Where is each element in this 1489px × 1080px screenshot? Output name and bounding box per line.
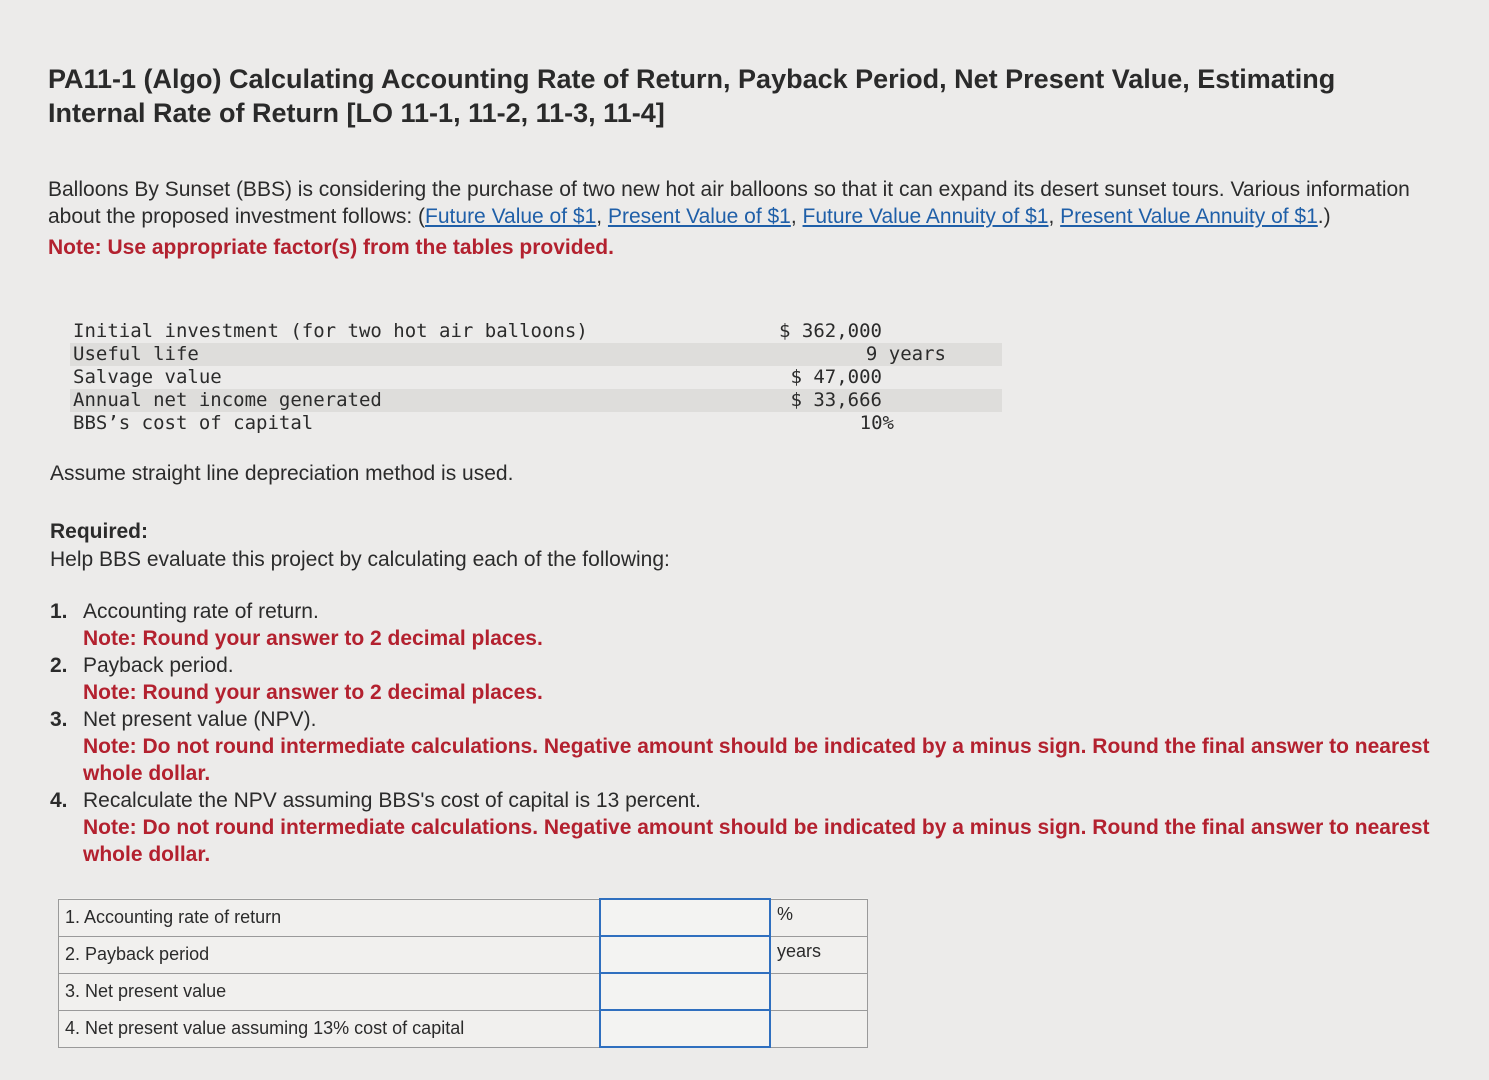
data-value: $ 33,666 [790,389,882,411]
link-future-value-annuity[interactable]: Future Value Annuity of $1 [802,205,1049,228]
intro-close: .) [1317,205,1331,228]
problem-intro [48,176,1448,261]
data-value: 10% [859,412,894,434]
answer-unit [770,973,868,1010]
item-number: 1. [50,600,68,623]
table-row [59,1010,868,1047]
depreciation-assumption: Assume straight line depreciation method is used. [50,462,514,485]
link-separator: , [596,205,608,228]
item-note: Note: Round your answer to 2 decimal places. [83,681,543,704]
data-value: $ 47,000 [790,366,882,388]
data-row-salvage-value [70,366,1002,389]
item-note: Note: Round your answer to 2 decimal places. [83,627,543,650]
investment-data-table [70,320,1002,435]
table-row [59,899,868,936]
npv-input[interactable] [601,977,769,1007]
list-item [50,706,1450,787]
data-label: BBS’s cost of capital [73,412,314,434]
data-value: 9 years [865,343,946,365]
answer-label: 2. Payback period [59,936,601,973]
intro-note: Note: Use appropriate factor(s) from the tables provided. [48,236,614,259]
data-label: Useful life [73,343,199,365]
item-text: Recalculate the NPV assuming BBS's cost of capital is 13 percent. [83,789,701,812]
answer-unit: years [770,936,868,973]
list-item [50,598,1450,652]
link-present-value-annuity[interactable]: Present Value Annuity of $1 [1060,205,1318,228]
data-row-useful-life [70,343,1002,366]
item-text: Net present value (NPV). [83,708,317,731]
item-text: Accounting rate of return. [83,600,319,623]
item-number: 3. [50,708,68,731]
list-item [50,787,1450,868]
problem-title: PA11-1 (Algo) Calculating Accounting Rate of Return, Payback Period, Net Present Value, Estimating Internal Rate of Return [LO 11-1, 11-2, 11-3, 11-4] [48,64,1336,128]
item-text: Payback period. [83,654,234,677]
list-item [50,652,1450,706]
intro-text: Balloons By Sunset (BBS) is considering the purchase of two new hot air balloons so that it can expand its desert sunset tours. Various information about the proposed investment follows: ( [48,178,1410,228]
answer-label: 3. Net present value [59,973,601,1010]
answer-cell [600,1010,770,1047]
data-label: Salvage value [73,366,222,388]
required-list [50,598,1450,868]
answer-unit: % [770,899,868,936]
required-heading: Required: [50,520,149,543]
required-section [50,518,670,574]
item-note: Note: Do not round intermediate calculations. Negative amount should be indicated by a minus sign. Round the final answer to nearest whole dollar. [83,735,1430,785]
data-label: Initial investment (for two hot air balloons) [73,320,588,342]
accounting-rate-input[interactable] [601,903,769,933]
answer-cell [600,973,770,1010]
data-label: Annual net income generated [73,389,382,411]
item-number: 4. [50,789,68,812]
answer-label: 1. Accounting rate of return [59,899,601,936]
data-row-cost-of-capital [70,412,1002,435]
data-value: $ 362,000 [779,320,882,342]
answer-cell [600,899,770,936]
data-row-initial-investment [70,320,1002,343]
payback-period-input[interactable] [601,940,769,970]
link-separator: , [790,205,803,228]
npv-13-percent-input[interactable] [601,1014,769,1044]
item-note: Note: Do not round intermediate calculations. Negative amount should be indicated by a minus sign. Round the final answer to nearest whole dollar. [83,816,1430,866]
item-number: 2. [50,654,68,677]
table-row [59,973,868,1010]
link-future-value[interactable]: Future Value of $1 [425,205,597,228]
answer-label: 4. Net present value assuming 13% cost of capital [59,1010,601,1047]
link-separator: , [1048,205,1061,228]
table-row [59,936,868,973]
answer-cell [600,936,770,973]
data-row-annual-net-income [70,389,1002,412]
link-present-value[interactable]: Present Value of $1 [607,205,791,228]
answer-table [58,898,868,1048]
required-prompt: Help BBS evaluate this project by calculating each of the following: [50,548,670,571]
answer-unit [770,1010,868,1047]
